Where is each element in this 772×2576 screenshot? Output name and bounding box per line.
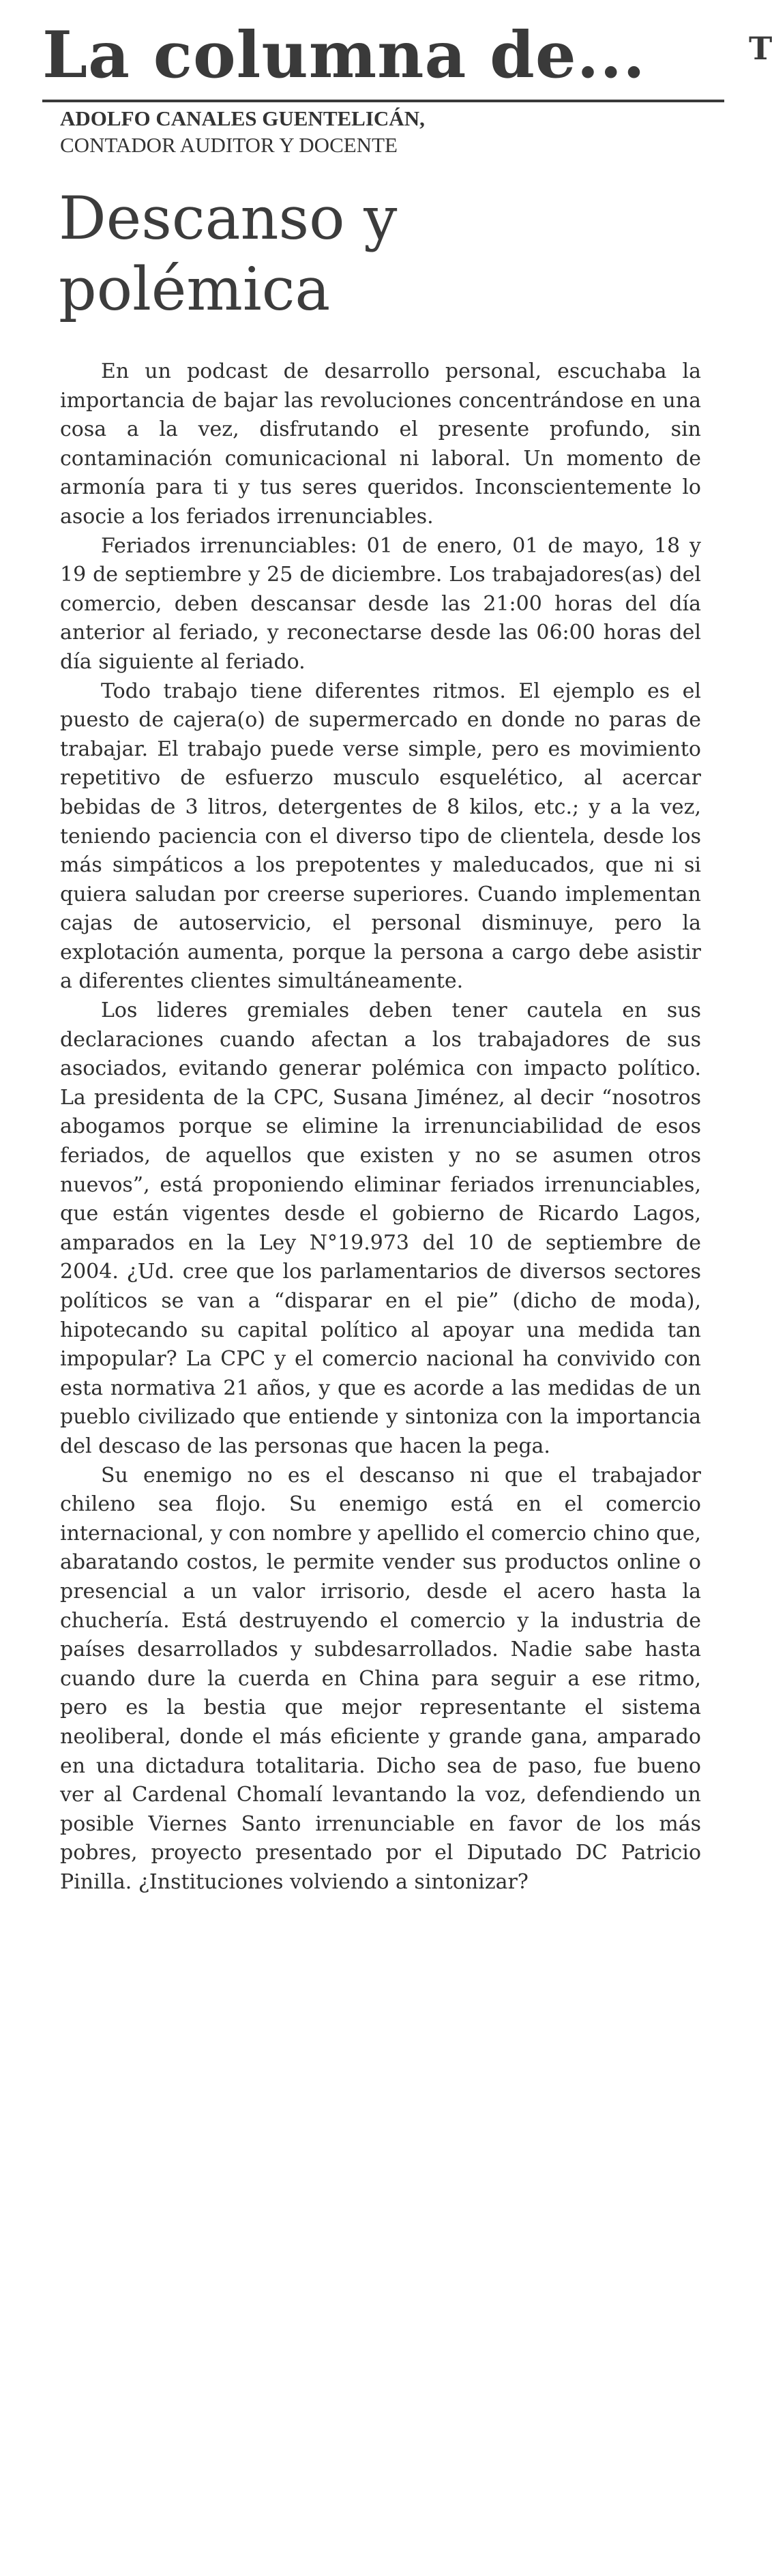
column-section-title: La columna de... xyxy=(42,18,646,93)
article-paragraph: En un podcast de desarrollo personal, escuchaba la importancia de bajar las revoluciones concentrándose en una cosa a la vez, disfrutando el presente profundo, sin contaminación comunicacional ni laboral. Un momento de armonía para ti y tus seres queridos. Inconscientemente lo asocie a los feriados irrenunciables. xyxy=(60,359,701,529)
article-headline: Descanso y polémica xyxy=(59,183,398,324)
article-paragraph: Su enemigo no es el descanso ni que el trabajador chileno sea flojo. Su enemigo está en el comercio internacional, y con nombre y apellido el comercio chino que, abaratando costos, le permite vender sus productos online o presencial a un valor irrisorio, desde el acero hasta la chuchería. Está destruyendo el comercio y la industria de países desarrollados y subdesarrollados. Nadie sabe hasta cuando dure la cuerda en China para seguir a ese ritmo, pero es la bestia que mejor representante el sistema neoliberal, donde el más eficiente y grande gana, amparado en una dictadura totalitaria. Dicho sea de paso, fue bueno ver al Cardenal Chomalí levantando la voz, defendiendo un posible Viernes Santo irrenunciable en favor de los más pobres, proyecto presentado por el Diputado DC Patricio Pinilla. ¿Instituciones volviendo a sintonizar? xyxy=(60,1463,701,1894)
cropped-edge-character: T xyxy=(749,30,772,67)
article-body xyxy=(60,357,701,1897)
title-rule-divider xyxy=(42,100,724,102)
article-paragraph: Todo trabajo tiene diferentes ritmos. El ejemplo es el puesto de cajera(o) de supermercado en donde no paras de trabajar. El trabajo puede verse simple, pero es movimiento repetitivo de esfuerzo musculo esquelético, al acercar bebidas de 3 litros, detergentes de 8 kilos, etc.; y a la vez, teniendo paciencia con el diverso tipo de clientela, desde los más simpáticos a los prepotentes y maleducados, que ni si quiera saludan por creerse superiores. Cuando implementan cajas de autoservicio, el personal disminuye, pero la explotación aumenta, porque la persona a cargo debe asistir a diferentes clientes simultáneamente. xyxy=(60,679,701,994)
author-name: ADOLFO CANALES GUENTELICÁN, xyxy=(60,106,425,130)
article-paragraph: Los lideres gremiales deben tener cautela en sus declaraciones cuando afectan a los trabajadores de sus asociados, evitando generar polémica con impacto político. La presidenta de la CPC, Susana Jiménez, al decir “nosotros abogamos porque se elimine la irrenunciabilidad de esos feriados, de aquellos que existen y no se asumen otros nuevos”, está proponiendo eliminar feriados irrenunciables, que están vigentes desde el gobierno de Ricardo Lagos, amparados en la Ley N°19.973 del 10 de septiembre de 2004. ¿Ud. cree que los parlamentarios de diversos sectores políticos se van a “disparar en el pie” (dicho de moda), hipotecando su capital político al apoyar una medida tan impopular? La CPC y el comercio nacional ha convivido con esta normativa 21 años, y que es acorde a las medidas de un pueblo civilizado que entiende y sintoniza con la importancia del descaso de las personas que hacen la pega. xyxy=(60,998,701,1458)
author-role: CONTADOR AUDITOR Y DOCENTE xyxy=(60,133,398,157)
article-paragraph: Feriados irrenunciables: 01 de enero, 01 de mayo, 18 y 19 de septiembre y 25 de diciembre. Los trabajadores(as) del comercio, deben descansar desde las 21:00 horas del día anterior al feriado, y reconectarse desde las 06:00 horas del día siguiente al feriado. xyxy=(60,533,701,674)
